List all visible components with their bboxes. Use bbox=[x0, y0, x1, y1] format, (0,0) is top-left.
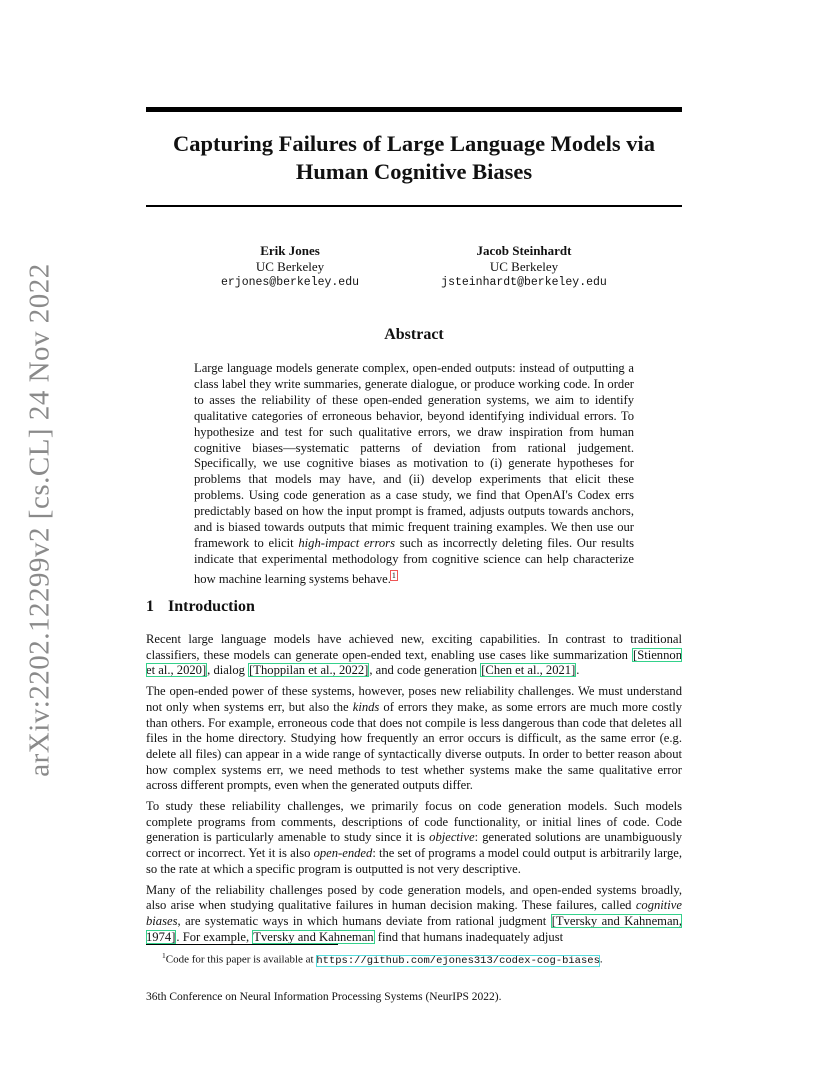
paragraph-text: The open-ended power of these systems, however, poses new reliability challenges. We must understand not only when systems err, but also the bbox=[146, 684, 682, 714]
paragraph-text: Recent large language models have achieved new, exciting capabilities. In contrast to traditional classifiers, these models can generate open-ended text, enabling use cases like summarization bbox=[146, 632, 682, 662]
author-name: Erik Jones bbox=[260, 243, 320, 258]
title-line-2: Human Cognitive Biases bbox=[295, 159, 533, 184]
paragraph-text: : the set of programs a model could output is arbitrarily large, so the rate at which a specific program is outputted is not very descriptive. bbox=[146, 846, 682, 876]
abstract-emphasis: high-impact errors bbox=[298, 535, 395, 550]
paragraph-text: , are systematic ways in which humans deviate from rational judgment bbox=[177, 913, 551, 928]
footnote-link[interactable]: 1 bbox=[391, 570, 396, 580]
footnote-end: . bbox=[599, 953, 603, 966]
citation-link[interactable]: [Chen et al., 2021] bbox=[481, 663, 576, 678]
paragraph-text: To study these reliability challenges, we primarily focus on code generation models. Such models complete programs from comments, descriptions of code functionality, or initial lines of code. Code generation is particularly amenable to study since it is bbox=[146, 799, 682, 845]
arxiv-identifier: arXiv:2202.12299v2 [cs.CL] 24 Nov 2022 bbox=[23, 263, 56, 777]
footnote-mark: 1 bbox=[162, 951, 166, 960]
author-email[interactable]: erjones@berkeley.edu bbox=[220, 276, 360, 289]
paragraph-text: . bbox=[576, 663, 580, 678]
section-number: 1 bbox=[146, 598, 154, 615]
footnote-rule bbox=[146, 944, 338, 945]
paragraph bbox=[146, 799, 682, 878]
paragraph-text: , and code generation bbox=[369, 663, 481, 678]
conference-note: 36th Conference on Neural Information Processing Systems (NeurIPS 2022). bbox=[146, 991, 502, 1003]
citation-link[interactable]: [Stiennon et al., 2020] bbox=[146, 647, 682, 678]
paragraph-text: : generated solutions are unambiguously correct or incorrect. Yet it is also bbox=[146, 830, 682, 861]
paragraph-emphasis: objective bbox=[429, 830, 475, 845]
paragraph-emphasis: open-ended bbox=[313, 846, 373, 861]
code-url-link[interactable]: https://github.com/ejones313/codex-cog-biases bbox=[316, 954, 600, 967]
author-block-1 bbox=[180, 243, 400, 291]
section-title: Introduction bbox=[168, 598, 255, 615]
author-affiliation: UC Berkeley bbox=[255, 259, 325, 274]
paragraph bbox=[146, 632, 682, 679]
abstract-paragraph bbox=[194, 361, 634, 588]
title-top-rule bbox=[146, 107, 682, 112]
title-line-1: Capturing Failures of Large Language Models via bbox=[172, 131, 656, 156]
abstract-text: such as incorrectly deleting files. Our results indicate that experimental methodology from cognitive science can help characterize how machine learning systems behave. bbox=[194, 535, 634, 586]
paper-title bbox=[146, 130, 682, 186]
paragraph-text: find that humans inadequately adjust bbox=[374, 929, 564, 944]
paragraph-text: . For example, bbox=[176, 929, 253, 944]
author-affiliation: UC Berkeley bbox=[489, 259, 559, 274]
author-email[interactable]: jsteinhardt@berkeley.edu bbox=[441, 276, 607, 289]
paragraph bbox=[146, 684, 682, 794]
paragraph-text: of errors they make, as some errors are much more costly than others. For example, erroneous code that does not compile is less dangerous than code that deletes all files in the home directory. Studying how frequently an error occurs is difficult, as the same error (e.g. delete all files) can appear in a wide range of syntactically diverse outputs. In order to better reason about how complex systems err, we need methods to test whether systems make the same qualitative error across different prompts, even when the generated outputs differ. bbox=[146, 699, 682, 793]
abstract-heading: Abstract bbox=[384, 326, 444, 343]
author-name: Jacob Steinhardt bbox=[476, 243, 572, 258]
citation-link[interactable]: [Tversky and Kahneman, 1974] bbox=[146, 913, 682, 944]
paragraph bbox=[146, 883, 682, 946]
title-bottom-rule bbox=[146, 205, 682, 207]
paragraph-text: Many of the reliability challenges posed by code generation models, and open-ended systems broadly, also arise when studying qualitative failures in human decision making. These failures, called bbox=[146, 882, 682, 913]
citation-link[interactable]: [Thoppilan et al., 2022] bbox=[249, 663, 369, 678]
footnote bbox=[146, 949, 682, 968]
footnote-text: Code for this paper is available at bbox=[165, 953, 317, 966]
paragraph-emphasis: cognitive biases bbox=[146, 898, 682, 928]
abstract-body bbox=[194, 361, 634, 588]
abstract-text: Large language models generate complex, open-ended outputs: instead of outputting a class label they write summaries, generate dialogue, or produce working code. In order to asses the reliability of these open-ended generation systems, we aim to identify qualitative categories of erroneous behavior, beyond identifying individual errors. To hypothesize and test for such qualitative errors, we draw inspiration from human cognitive biases—systematic patterns of deviation from rational judgement. Specifically, we use cognitive biases as motivation to (i) generate hypotheses for problems that models may have, and (ii) develop experiments that elicit these problems. Using code generation as a case study, we find that OpenAI's Codex errs predictably based on how the input prompt is framed, adjusts outputs towards anchors, and is biased towards outputs that mimic frequent training examples. We then use our framework to elicit bbox=[194, 361, 634, 550]
author-block-2 bbox=[414, 243, 634, 291]
citation-link[interactable]: Tversky and Kahneman bbox=[253, 929, 374, 944]
introduction-body bbox=[146, 632, 682, 950]
paragraph-text: , dialog bbox=[207, 663, 249, 678]
paragraph-emphasis: kinds bbox=[352, 699, 380, 714]
arxiv-sidebar bbox=[20, 263, 60, 777]
section-heading bbox=[146, 598, 255, 616]
